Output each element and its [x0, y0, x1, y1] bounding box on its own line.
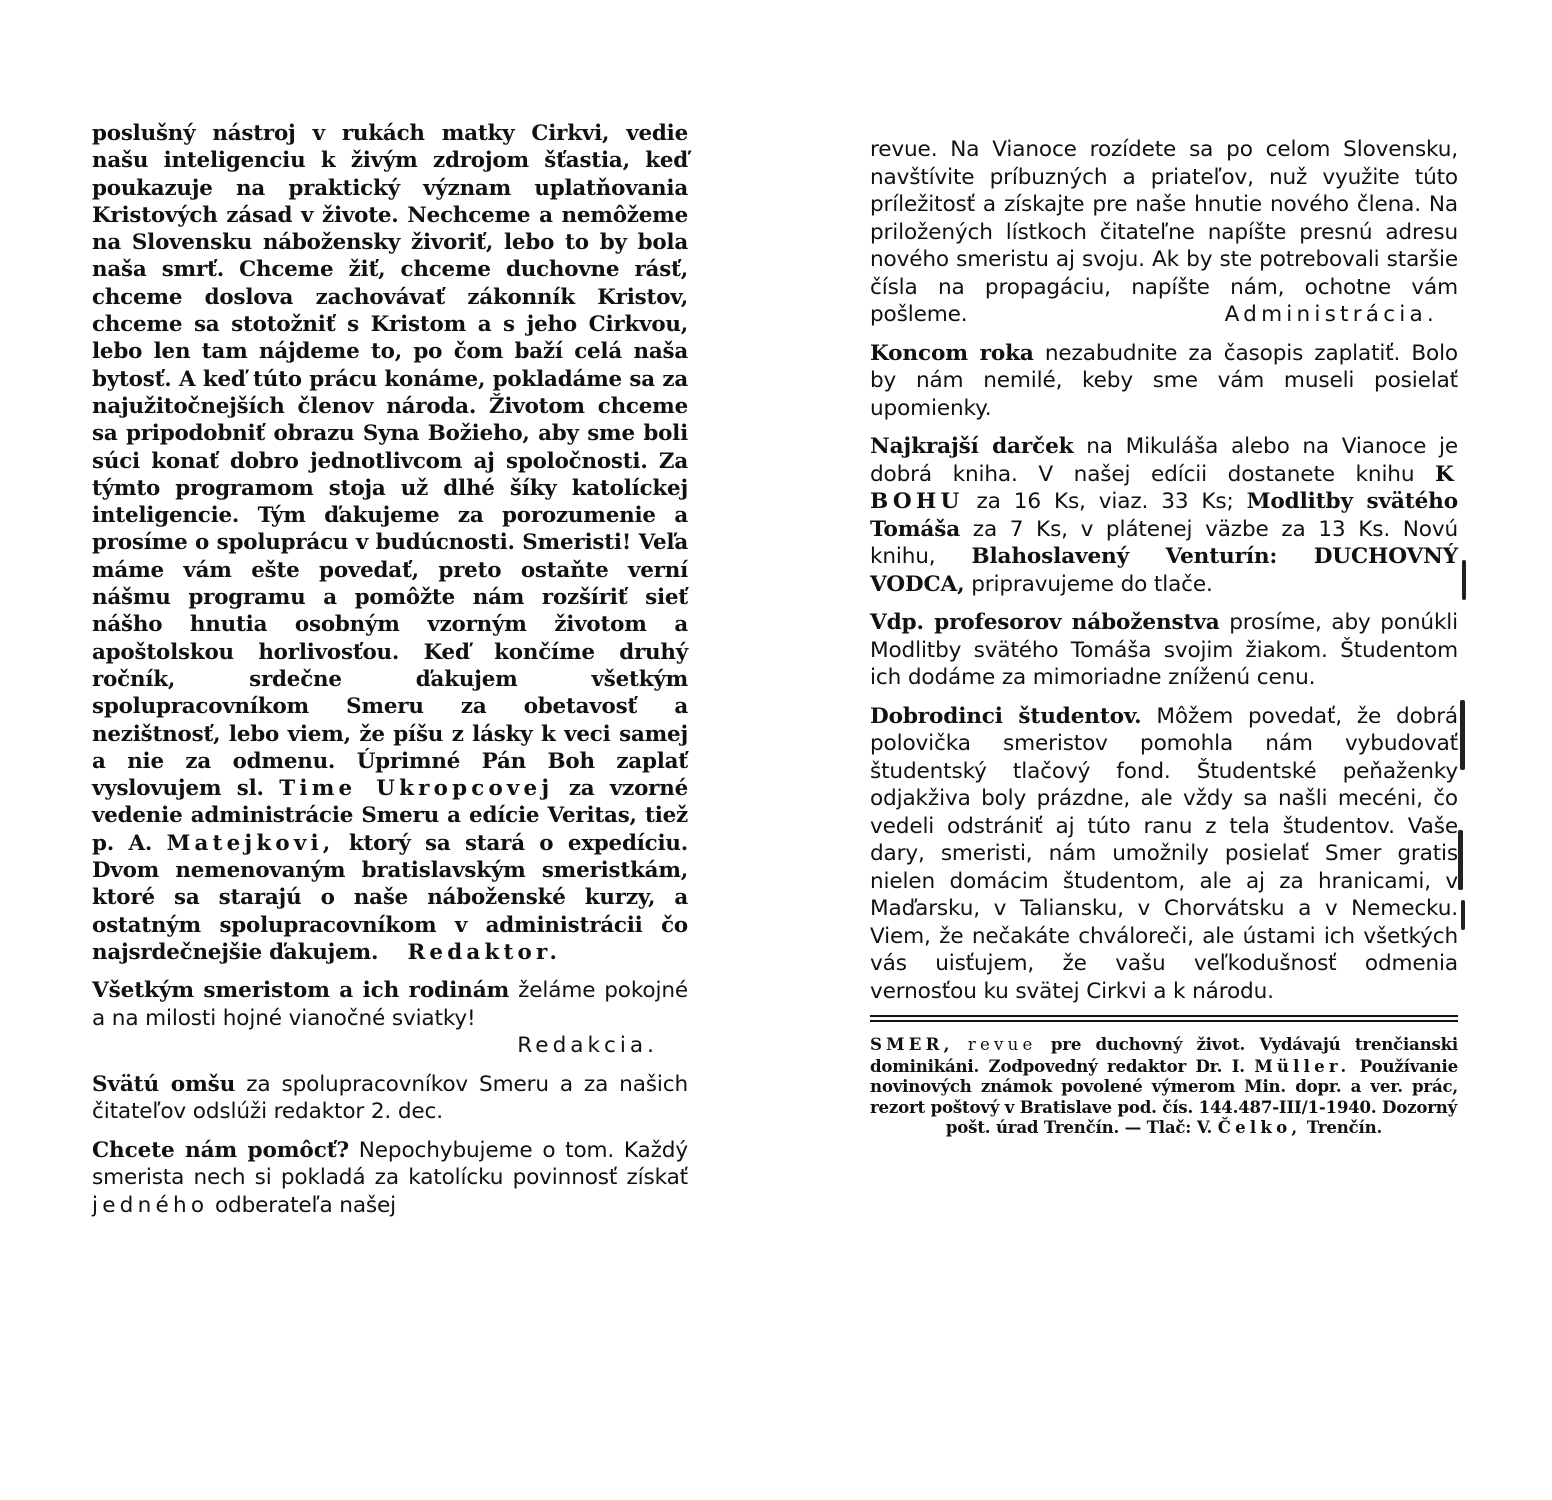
- closing-text-2: za vzorné vedenie administrácie Smeru a edície Veritas, tiež p. A.: [92, 776, 688, 856]
- help-end: odberateľa našej: [214, 1192, 397, 1218]
- gift-book-venturin: Blahoslavený Venturín: DUCHOVNÝ VODCA,: [870, 544, 1459, 597]
- help-spaced-word: jedného: [92, 1192, 209, 1218]
- help-continuation: [870, 136, 1458, 329]
- closing-text-3: ktorý sa stará o expedíciu. Dvom nemenovaným bratislavským smeristkám, ktoré sa starajú o naše náboženské kurzy, a ostatným spolupracovníkom v administrácii čo najsrdečnejšie ďakujem.: [92, 830, 688, 965]
- gift-book-modlitby: Modlitby svätého Tomáša: [870, 489, 1458, 542]
- gift-lead: Najkrajší darček: [870, 434, 1074, 459]
- scan-edge-mark: [1458, 830, 1463, 890]
- greeting-lead: Všetkým smeristom a ich rodinám: [92, 978, 510, 1004]
- help-paragraph: [92, 1137, 688, 1220]
- imprint-subtitle: revue: [967, 1035, 1037, 1054]
- scan-edge-mark: [1462, 560, 1466, 600]
- imprint-title: SMER,: [870, 1034, 954, 1054]
- gift-text-2: za 16 Ks, viaz. 33 Ks;: [976, 489, 1234, 514]
- left-column: [92, 120, 688, 1219]
- closing-text-1: poslušný nástroj v rukách matky Cirkvi, vedie našu inteligenciu k živým zdrojom šťastia, keď poukazuje na praktický význam uplatňovania Kristových zásad v živote. Nechceme a nemôžeme na Slovensku nábožensky živoriť, lebo to by bola naša smrť. Chceme žiť, chceme duchovne rásť, chceme doslova zachovávať zákonník Kristov, chceme sa stotožniť s Kristom a s jeho Cirkvou, lebo len tam nájdeme to, po čom baží celá naša bytosť. A keď túto prácu konáme, pokladáme sa za najužitočnejších členov národa. Životom chceme sa pripodobniť obrazu Syna Božieho, aby sme boli súci konať dobro jednotlivcom aj spoločnosti. Za týmto programom stoja už dlhé šíky katolíckej inteligencie. Tým ďakujeme za porozumenie a prosíme o spoluprácu v budúcnosti. Smeristi! Veľa máme vám ešte povedať, preto ostaňte verní nášmu programu a pomôžte nám rozšíriť sieť nášho hnutia osobným vzorným životom a apoštolskou horlivosťou. Keď končíme druhý ročník, srdečne ďakujem všetkým spolupracovníkom Smeru za obetavosť a nezištnosť, lebo viem, že píšu z lásky k veci samej a nie za odmenu. Úprimné Pán Boh zaplať vyslovujem sl.: [92, 121, 688, 802]
- greeting-signature: Redakcia.: [517, 1033, 658, 1059]
- gift-text-3: za 7 Ks, v plátenej väzbe za 13 Ks. Novú knihu,: [870, 516, 1458, 569]
- scan-edge-mark: [1461, 900, 1465, 930]
- imprint-editor: Müller.: [1254, 1055, 1351, 1076]
- payment-text: nezabudnite za časopis zaplatiť. Bolo by nám nemilé, keby sme vám museli posielať upomienky.: [870, 340, 1458, 421]
- imprint-text-2: Používanie novinových známok povolené výmerom Min. dopr. a ver. prác, rezort poštový v Bratislave pod. čís. 144.487-III/1-1940. Dozorný: [870, 1055, 1459, 1117]
- help-text: Nepochybujeme o tom. Každý smerista nech si pokladá za katolícku povinnosť získať: [92, 1137, 688, 1191]
- gift-text-1: na Mikuláša alebo na Vianoce je dobrá kniha. V našej edícii dostanete knihu: [870, 434, 1458, 487]
- gift-paragraph: [870, 433, 1458, 598]
- imprint-last-line: [870, 1117, 1458, 1138]
- imprint: [870, 1034, 1458, 1117]
- right-column: [870, 136, 1458, 1138]
- donors-paragraph: [870, 703, 1458, 1006]
- closing-paragraph: [92, 120, 688, 966]
- professors-paragraph: [870, 609, 1458, 692]
- admin-signature: Administrácia.: [1224, 302, 1438, 327]
- donors-lead: Dobrodinci študentov.: [870, 703, 1142, 729]
- name-ukropcova: Time Ukropcovej: [279, 776, 554, 802]
- greeting-paragraph: [92, 977, 688, 1032]
- imprint-text-3: pošt. úrad Trenčín. — Tlač: V.: [945, 1117, 1213, 1138]
- payment-lead: Koncom roka: [870, 340, 1034, 366]
- imprint-text-1: pre duchovný život. Vydávajú trenčianski dominikáni. Zodpovedný redaktor Dr. I.: [870, 1034, 1459, 1076]
- professors-text: prosíme, aby ponúkli Modlitby svätého Tomáša svojim žiakom. Študentom ich dodáme za mimoriadne zníženú cenu.: [870, 610, 1459, 690]
- gift-text-4: pripravujeme do tlače.: [971, 571, 1213, 597]
- payment-paragraph: [870, 340, 1458, 423]
- name-matejka: Matejkovi,: [166, 830, 335, 856]
- help-cont-text: revue. Na Vianoce rozídete sa po celom Slovensku, navštívite príbuzných a priateľov, nuž využite túto príležitosť a získajte pre naše hnutie nového člena. Na priložených lístkoch čitateľne napíšte presnú adresu nového smeristu aj svoju. Ak by ste potrebovali staršie čísla na propagáciu, napíšte nám, ochotne vám pošleme.: [870, 137, 1458, 327]
- scan-edge-mark: [1460, 700, 1465, 770]
- greeting-text: želáme pokojné a na milosti hojné vianočné sviatky!: [92, 978, 689, 1031]
- gift-book-k-bohu: K BOHU: [870, 461, 1459, 514]
- mass-lead: Svätú omšu: [92, 1071, 236, 1097]
- professors-lead: Vdp. profesorov náboženstva: [870, 610, 1220, 635]
- help-lead: Chcete nám pomôcť?: [92, 1137, 350, 1163]
- imprint-town: Trenčín.: [1306, 1117, 1383, 1138]
- imprint-printer: Čelko,: [1217, 1117, 1302, 1138]
- donors-text: Môžem povedať, že dobrá polovička smeristov pomohla nám vybudovať študentský tlačový fond. Študentské peňaženky odjakživa boly prázdne, ale vždy sa našli mecéni, čo vedeli odstrániť aj túto ranu z tela študentov. Vaše dary, smeristi, nám umožnily posielať Smer gratis nielen domácim študentom, ale aj za hranicami, v Maďarsku, v Taliansku, v Chorvátsku a v Nemecku. Viem, že nečakáte chváloreči, ale ústami ich všetkých vás uisťujem, že vašu veľkodušnosť odmenia vernosťou ku svätej Cirkvi a k národu.: [870, 703, 1459, 1004]
- mass-text: za spolupracovníkov Smeru a za našich čitateľov odslúži redaktor 2. dec.: [92, 1071, 689, 1125]
- editor-signature: Redaktor.: [407, 939, 562, 965]
- mass-paragraph: [92, 1071, 688, 1126]
- imprint-divider: [870, 1015, 1458, 1022]
